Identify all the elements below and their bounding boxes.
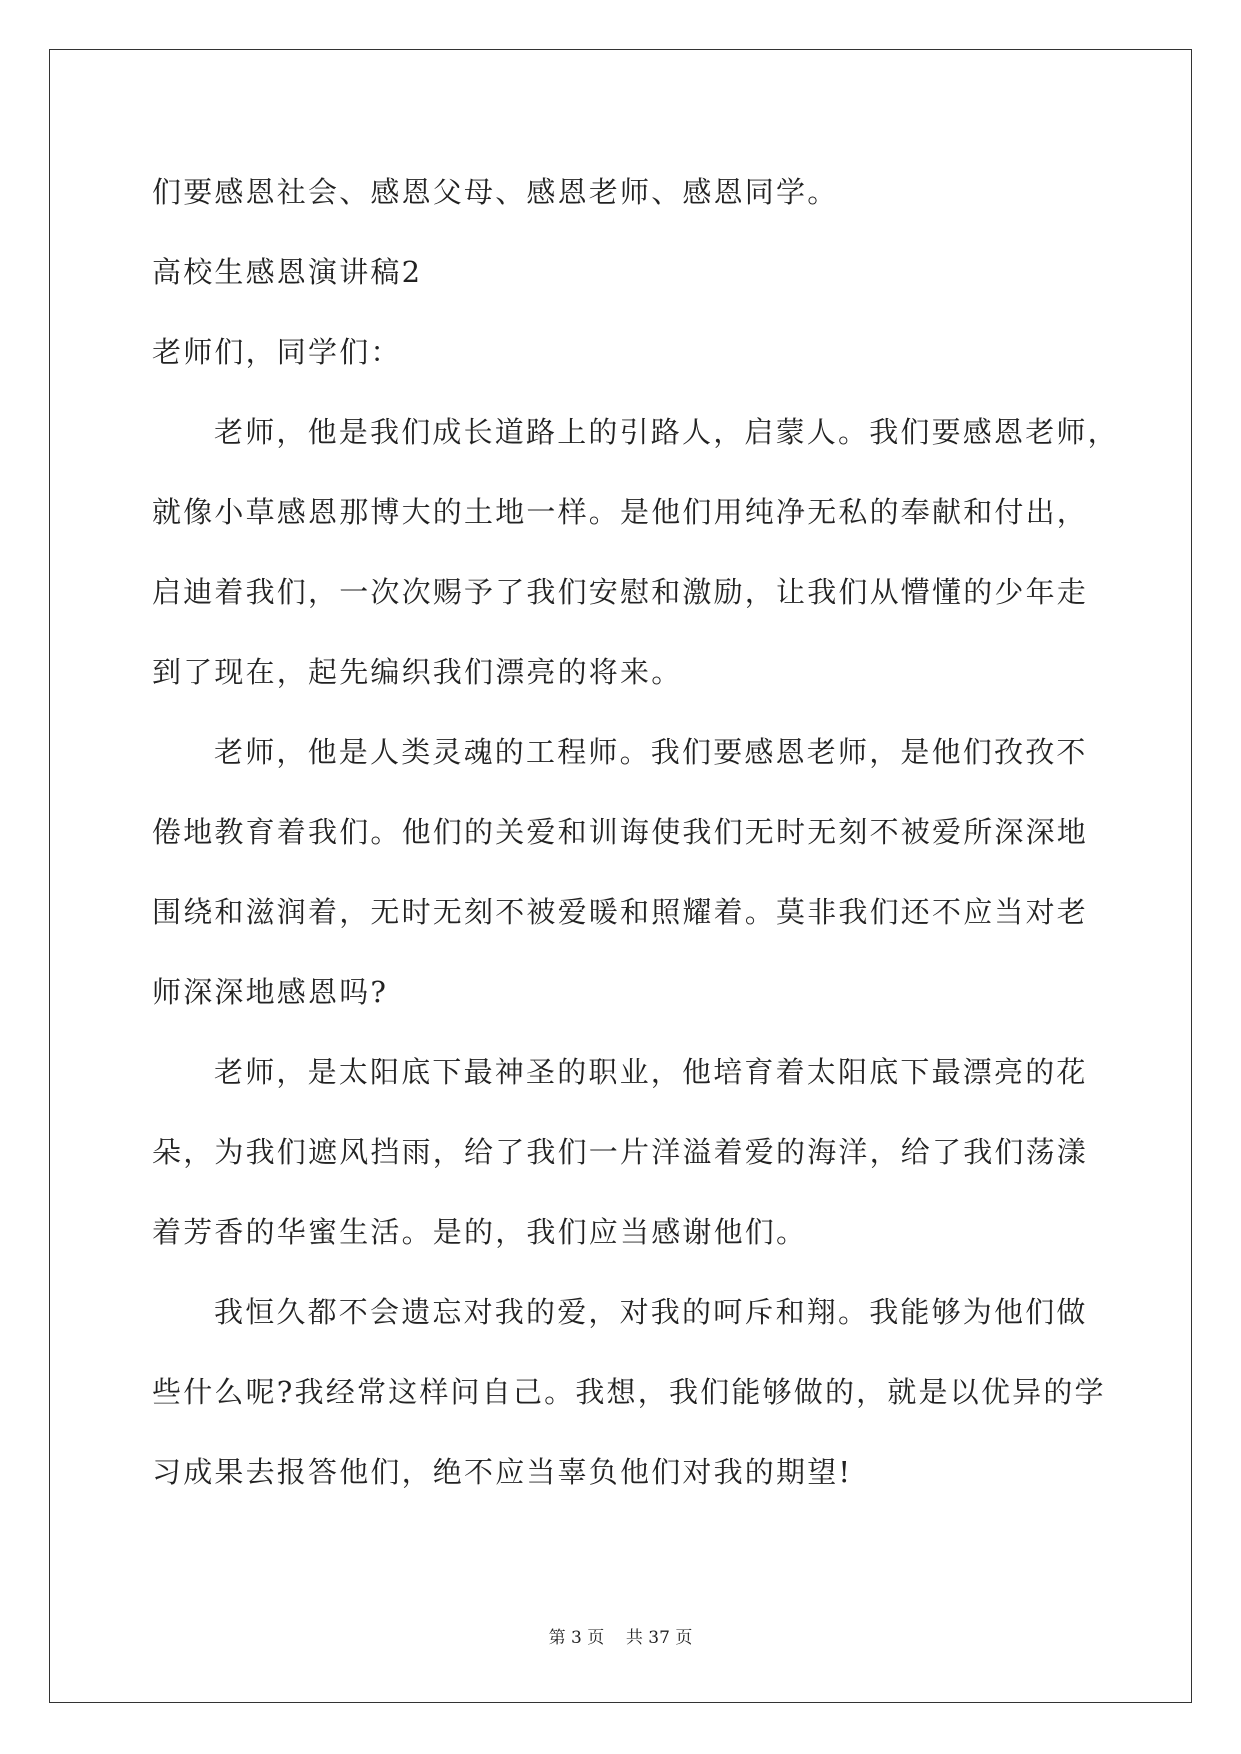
section-heading: 高校生感恩演讲稿2 <box>152 255 423 289</box>
paragraph-4-line: 习成果去报答他们，绝不应当辜负他们对我的期望! <box>152 1455 853 1489</box>
paragraph-1-line: 到了现在，起先编织我们漂亮的将来。 <box>152 655 683 689</box>
paragraph-2-line: 师深深地感恩吗? <box>152 975 389 1009</box>
paragraph-3-line: 着芳香的华蜜生活。是的，我们应当感谢他们。 <box>152 1215 808 1249</box>
salutation: 老师们，同学们： <box>152 335 402 369</box>
paragraph-2-line: 老师，他是人类灵魂的工程师。我们要感恩老师，是他们孜孜不 <box>214 735 1088 769</box>
body-text-line: 们要感恩社会、感恩父母、感恩老师、感恩同学。 <box>152 175 839 209</box>
paragraph-2-line: 围绕和滋润着，无时无刻不被爱暖和照耀着。莫非我们还不应当对老 <box>152 895 1089 929</box>
paragraph-1-line: 就像小草感恩那博大的土地一样。是他们用纯净无私的奉献和付出， <box>152 495 1089 529</box>
page-footer: 第 3 页 共 37 页 <box>548 1628 693 1648</box>
paragraph-1-line: 老师，他是我们成长道路上的引路人，启蒙人。我们要感恩老师， <box>214 415 1119 449</box>
paragraph-3-line: 老师，是太阳底下最神圣的职业，他培育着太阳底下最漂亮的花 <box>214 1055 1088 1089</box>
paragraph-4-line: 我恒久都不会遗忘对我的爱，对我的呵斥和翔。我能够为他们做 <box>214 1295 1088 1329</box>
paragraph-4-line: 些什么呢?我经常这样问自己。我想，我们能够做的，就是以优异的学 <box>152 1375 1106 1409</box>
paragraph-3-line: 朵，为我们遮风挡雨，给了我们一片洋溢着爱的海洋，给了我们荡漾 <box>152 1135 1089 1169</box>
paragraph-2-line: 倦地教育着我们。他们的关爱和训诲使我们无时无刻不被爱所深深地 <box>152 815 1089 849</box>
paragraph-1-line: 启迪着我们，一次次赐予了我们安慰和激励，让我们从懵懂的少年走 <box>152 575 1089 609</box>
